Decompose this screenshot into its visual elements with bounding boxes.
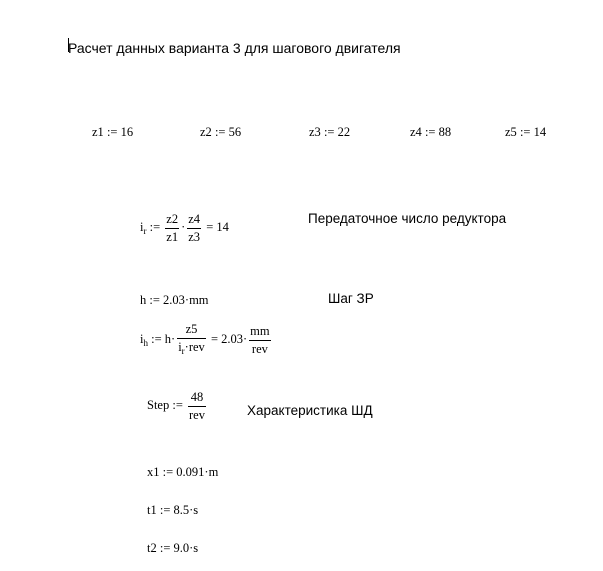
dot-operator: · (171, 331, 176, 346)
h-label: Шаг ЗР (328, 291, 374, 306)
gear-def-z3[interactable] (309, 125, 350, 140)
var-value: 56 (228, 125, 242, 139)
var-name: $i_r$ (140, 219, 147, 236)
fraction-mm-rev: $\frac{mm}{\text{rev}}$ (250, 324, 270, 356)
var-value: 16 (120, 125, 134, 139)
assign-operator: := (172, 397, 183, 412)
var-value: 14 (533, 125, 547, 139)
equals-operator: = (206, 219, 214, 234)
assign-operator: := (151, 331, 162, 346)
var-name: z5 (505, 125, 517, 139)
var-name: h (140, 293, 147, 307)
var-name: $i_h$ (140, 331, 148, 348)
assign-operator: := (159, 503, 171, 517)
var-name: z4 (410, 125, 422, 139)
x1-definition[interactable] (147, 465, 218, 480)
ir-label: Передаточное число редуктора (308, 211, 507, 226)
var-value: 22 (337, 125, 351, 139)
equals-operator: = (210, 331, 218, 346)
assign-operator: := (149, 293, 160, 307)
result-coef: 2.03 (221, 331, 243, 346)
var-name: x1 (147, 465, 160, 479)
gear-def-z2[interactable] (200, 125, 241, 140)
var-name: z2 (200, 125, 212, 139)
assign-operator: := (106, 125, 118, 139)
gear-def-z1[interactable] (92, 125, 133, 140)
var-value: 0.091·m (176, 465, 219, 479)
var-value: 8.5·s (173, 503, 199, 517)
gear-def-z5[interactable] (505, 125, 546, 140)
t1-definition[interactable] (147, 503, 198, 518)
var-value: 88 (438, 125, 452, 139)
document-title: Расчет данных варианта 3 для шагового двигателя (68, 40, 401, 56)
assign-operator: := (424, 125, 436, 139)
assign-operator: := (519, 125, 531, 139)
assign-operator: := (214, 125, 226, 139)
var-name: t1 (147, 503, 157, 517)
var-name: z1 (92, 125, 104, 139)
ir-equation[interactable] (140, 212, 229, 244)
fraction-z5-ir-rev: $\frac{z5}{i_r\cdot rev}$ (178, 322, 205, 356)
var-name: Step (147, 397, 170, 412)
dot-operator: · (243, 331, 248, 346)
var-name: t2 (147, 541, 157, 555)
result-value: 14 (216, 219, 229, 234)
assign-operator: := (162, 465, 174, 479)
fraction-48-rev: $\frac{48}{\text{rev}}$ (189, 390, 205, 422)
var-value: 2.03·mm (163, 293, 209, 307)
dot-operator: · (181, 219, 186, 234)
step-equation[interactable] (147, 390, 208, 422)
assign-operator: := (149, 219, 161, 234)
var-name: z3 (309, 125, 321, 139)
ih-equation[interactable] (140, 322, 273, 358)
t2-definition[interactable] (147, 541, 198, 556)
fraction-z2-z1: $\frac{z2}{z1}$ (166, 212, 179, 244)
step-label: Характеристика ШД (247, 403, 373, 418)
gear-def-z4[interactable] (410, 125, 451, 140)
factor-h: h (164, 331, 172, 346)
var-value: 9.0·s (173, 541, 199, 555)
h-definition[interactable] (140, 293, 209, 308)
assign-operator: := (323, 125, 335, 139)
assign-operator: := (159, 541, 171, 555)
fraction-z4-z3: $\frac{z4}{z3}$ (188, 212, 201, 244)
